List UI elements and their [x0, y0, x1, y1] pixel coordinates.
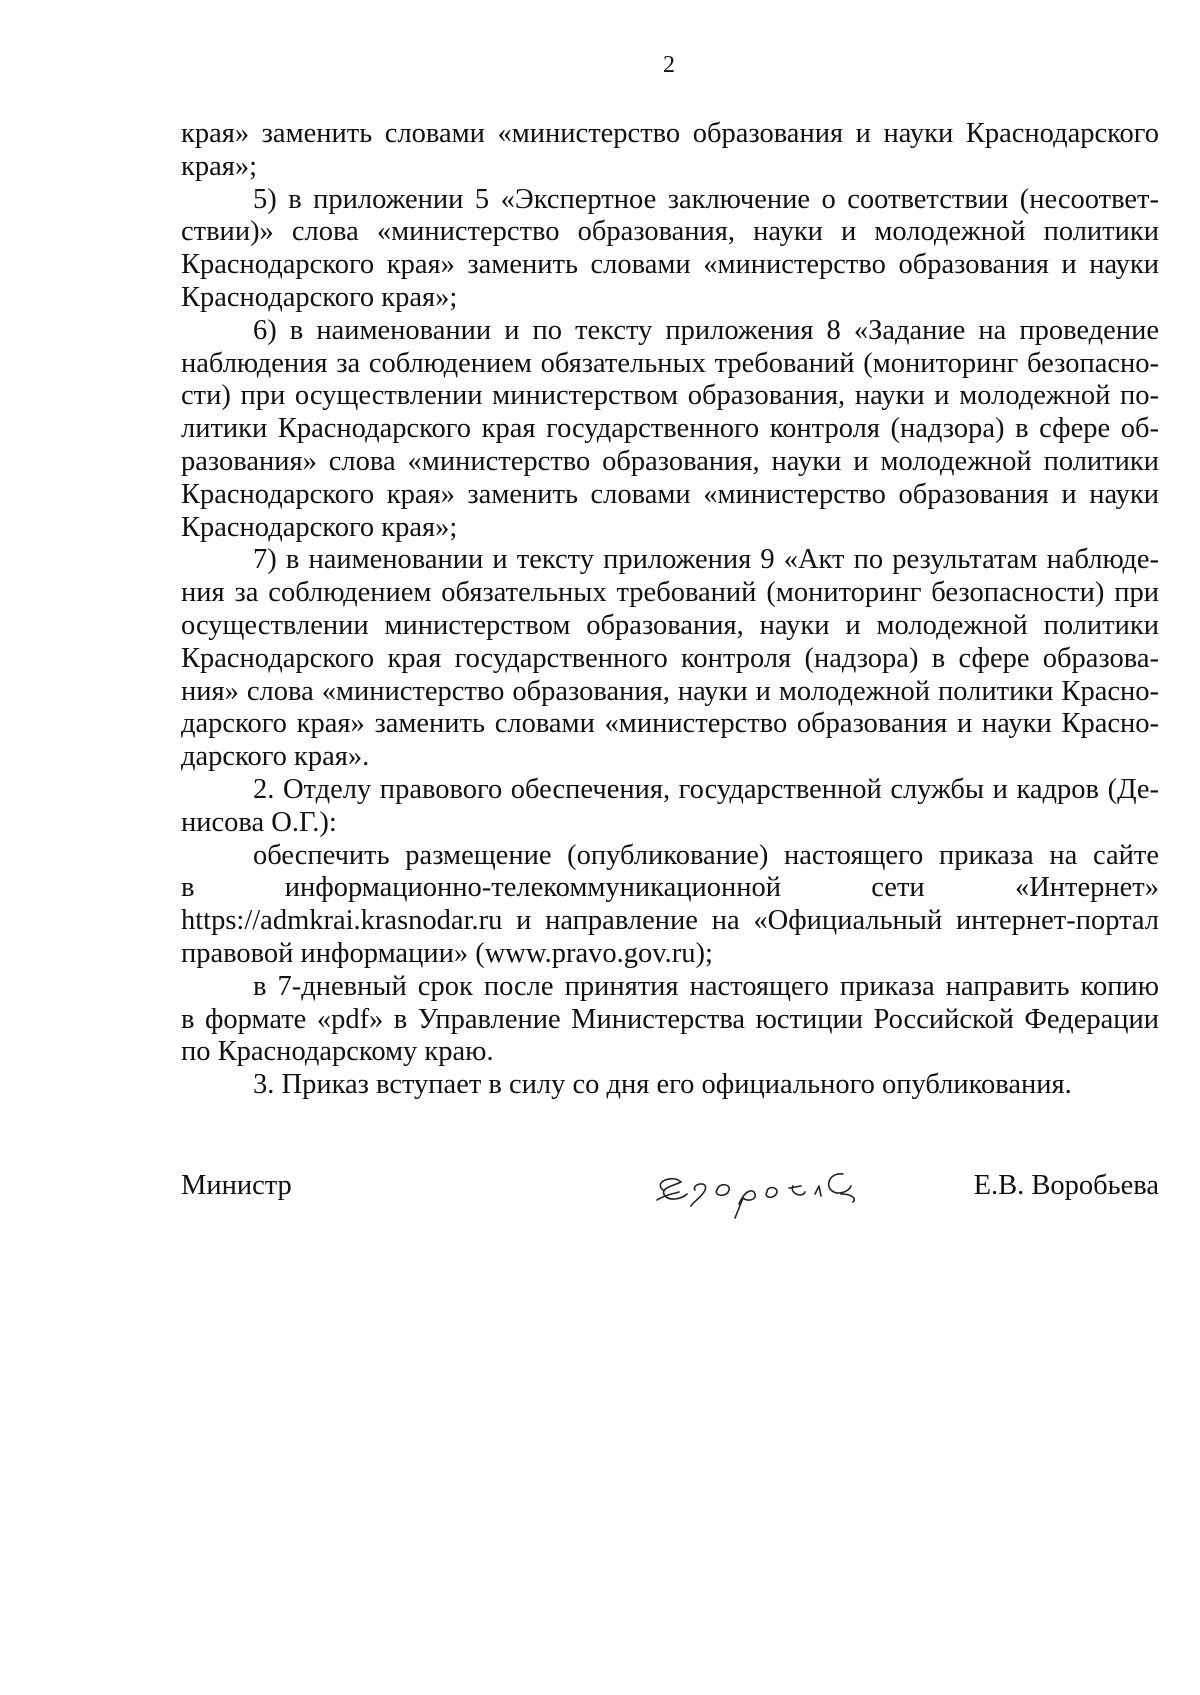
- text-line: в 7-дневный срок после принятия настоящего приказа направить копию: [253, 970, 1159, 1002]
- signatory-name: Е.В. Воробьева: [973, 1170, 1159, 1201]
- signatory-title: Министр: [181, 1170, 292, 1201]
- text-line: Краснодарского края государственного контроля (надзора) в сфере образова-: [181, 642, 1159, 674]
- handwritten-signature: [643, 1160, 903, 1226]
- text-line: Краснодарского края»;: [181, 511, 458, 543]
- text-line: 3. Приказ вступает в силу со дня его официального опубликования.: [253, 1069, 1072, 1101]
- text-line: дарского края».: [181, 741, 370, 773]
- text-line: 2. Отделу правового обеспечения, государственной службы и кадров (Де-: [253, 773, 1159, 805]
- text-line: Краснодарского края» заменить словами «министерство образования и науки: [181, 249, 1159, 281]
- text-line: 6) в наименовании и по тексту приложения 8 «Задание на проведение: [253, 314, 1159, 346]
- text-line: сти) при осуществлении министерством образования, науки и молодежной по-: [181, 380, 1159, 412]
- text-line: Краснодарского края» заменить словами «министерство образования и науки: [181, 478, 1159, 510]
- text-line: литики Краснодарского края государственного контроля (надзора) в сфере об-: [181, 413, 1159, 445]
- text-line: по Краснодарскому краю.: [181, 1036, 494, 1068]
- text-line: разования» слова «министерство образования, науки и молодежной политики: [181, 445, 1159, 477]
- document-body: [181, 118, 1159, 1102]
- text-line: 7) в наименовании и тексту приложения 9 «Акт по результатам наблюде-: [253, 544, 1159, 576]
- text-line: 5) в приложении 5 «Экспертное заключение о соответствии (несоответ-: [253, 183, 1159, 215]
- text-line: ствии)» слова «министерство образования, науки и молодежной политики: [181, 216, 1159, 248]
- text-line: https://admkrai.krasnodar.ru и направление на «Официальный интернет-портал: [181, 905, 1159, 937]
- text-line: в информационно-телекоммуникационной сети «Интернет»: [181, 872, 1159, 904]
- text-line: дарского края» заменить словами «министерство образования и науки Красно-: [181, 708, 1159, 740]
- text-line: нисова О.Г.):: [181, 806, 337, 838]
- text-line: ния за соблюдением обязательных требований (мониторинг безопасности) при: [181, 577, 1159, 609]
- text-line: обеспечить размещение (опубликование) настоящего приказа на сайте: [253, 839, 1159, 871]
- text-line: в формате «pdf» в Управление Министерства юстиции Российской Федерации: [181, 1003, 1159, 1035]
- text-line: Краснодарского края»;: [181, 281, 458, 313]
- text-line: правовой информации» (www.pravo.gov.ru);: [181, 937, 713, 969]
- text-line: ния» слова «министерство образования, науки и молодежной политики Красно-: [181, 675, 1159, 707]
- text-line: осуществлении министерством образования, науки и молодежной политики: [181, 609, 1159, 641]
- text-line: края»;: [181, 150, 258, 182]
- page-number: 2: [663, 52, 675, 78]
- text-line: края» заменить словами «министерство образования и науки Краснодарского: [181, 118, 1159, 149]
- text-line: наблюдения за соблюдением обязательных требований (мониторинг безопасно-: [181, 347, 1159, 379]
- signature-block: [181, 1160, 1159, 1230]
